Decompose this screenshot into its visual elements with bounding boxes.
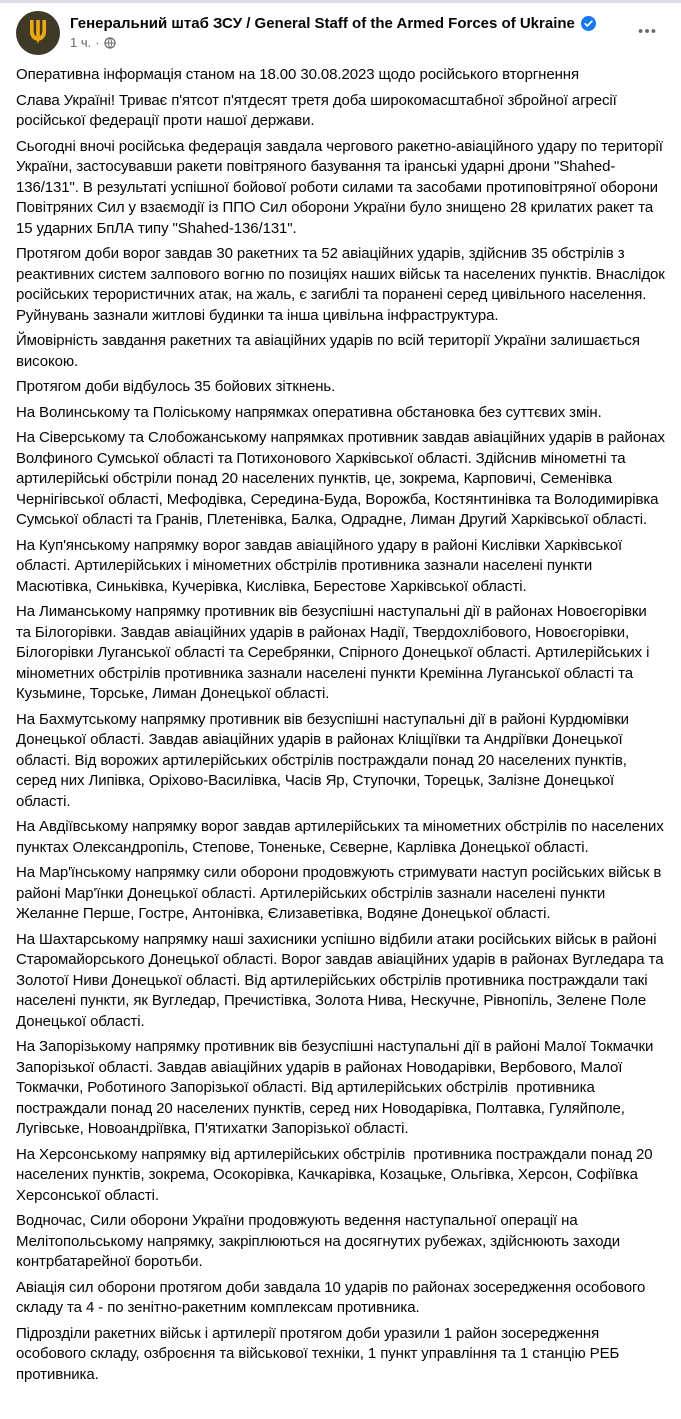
three-dots-icon bbox=[636, 20, 658, 42]
post-paragraph: На Мар'їнському напрямку сили оборони продовжують стримувати наступ російських військ в районі Мар'їнки Донецької області. Артилерійських обстрілів зазнали населені пункти Желанне Перше, Гостре, Антонівка, Єлизаветівка, Водяне Донецької області. bbox=[16, 864, 666, 922]
post-paragraph: На Запорізькому напрямку противник вів безуспішні наступальні дії в районі Малої Токмачки Запорізької області. Завдав авіаційних ударів в районах Новодарівки, Вербового, Малої Токмачки, Роботиного Запорізької області. Від артилерійських обстрілів противника постраждали понад 20 населених пунктів, серед них Новодарівка, Полтавка, Гуляйполе, Лугівське, Новоандріївка, П'ятихатки Запорізької області. bbox=[16, 1038, 658, 1137]
post-paragraph: На Лиманському напрямку противник вів безуспішні наступальні дії в районах Новоєгорівки та Білогорівки. Завдав авіаційних ударів в районах Надії, Твердохлібового, Новоєгорівки, Білогорівки Луганської області та Серебрянки, Спірного Донецької області. Артилерійських і мінометних обстрілів противника зазнали населені пункти Кремінна Луганської області та Кузьмине, Торське, Лиман Донецької області. bbox=[16, 603, 654, 702]
post-paragraph: На Волинському та Поліському напрямках оперативна обстановка без суттєвих змін. bbox=[16, 403, 602, 421]
verified-badge-icon bbox=[581, 16, 596, 31]
post-options-button[interactable] bbox=[629, 13, 665, 49]
post-paragraph: На Сіверському та Слобожанському напрямках противник завдав авіаційних ударів в районах Волфиного Сумської області та Потихонового Харківської області. Здійснив мінометні та артилерійські обстріли понад 20 населених пунктів, це, зокрема, Карповичі, Семенівка Чернігівської області, Мефодівка, Середина-Буда, Ворожба, Костянтинівка та Володимирівка Сумської області та Гранів, Плетенівка, Балка, Одрадне, Лиман Другий Харківської області. bbox=[16, 429, 669, 528]
facebook-post bbox=[0, 3, 681, 1395]
post-paragraph: Протягом доби відбулось 35 бойових зіткнень. bbox=[16, 378, 336, 395]
post-paragraph: Водночас, Сили оборони України продовжують ведення наступальної операції на Мелітопольському напрямку, закріплюються на досягнутих рубежах, здійснюють заходи контрбатарейної боротьби. bbox=[16, 1212, 625, 1270]
post-paragraph: На Куп'янському напрямку ворог завдав авіаційного удару в районі Кислівки Харківської області. Артилерійських і мінометних обстрілів противника зазнали населені пункти Масютівка, Синьківка, Кучерівка, Кислівка, Берестове Харківської області. bbox=[16, 536, 627, 595]
post-meta-row bbox=[70, 35, 629, 51]
globe-icon bbox=[104, 37, 116, 49]
post-paragraph: Оперативна інформація станом на 18.00 30.08.2023 щодо російського вторгнення bbox=[16, 66, 579, 83]
post-paragraph: Слава Україні! Триває п'ятсот п'ятдесят третя доба широкомасштабної збройної агресії російської федерації проти нашої держави. bbox=[16, 91, 621, 129]
page-avatar[interactable] bbox=[16, 11, 60, 55]
post-paragraph: Сьогодні вночі російська федерація завдала чергового ракетно-авіаційного удару по території України, застосувавши ракети повітряного базування та іранські ударні дрони "Shahed-136/131". В результаті успішної бойової роботи силами та засобами протиповітряної оборони Повітряних Сил у взаємодії із ППО Сил оборони України було знищено 28 крилатих ракет та 15 ударних БпЛА типу "Shahed-136/131". bbox=[16, 137, 667, 237]
post-paragraph: Підрозділи ракетних військ і артилерії протягом доби уразили 1 район зосередження особового складу, озброєння та військової техніки, 1 пункт управління та 1 станцію РЕБ противника. bbox=[16, 1324, 624, 1383]
post-text bbox=[0, 57, 681, 1395]
post-paragraph: Авіація сил оборони протягом доби завдала 10 ударів по районах зосередження особового складу та 4 - по зенітно-ракетним комплексам противника. bbox=[16, 1278, 650, 1316]
tryzub-icon bbox=[26, 19, 50, 47]
post-header bbox=[0, 3, 681, 57]
author-row bbox=[70, 14, 629, 33]
post-paragraph: На Авдіївському напрямку ворог завдав артилерійських та мінометних обстрілів по населених пунктах Олександропіль, Степове, Тоненьке, Сєверне, Карлівка Донецької області. bbox=[16, 818, 668, 856]
meta-separator: · bbox=[95, 35, 100, 50]
page-name-link[interactable]: Генеральний штаб ЗСУ / General Staff of the Armed Forces of Ukraine bbox=[70, 15, 575, 32]
post-paragraph: На Херсонському напрямку від артилерійських обстрілів противника постраждали понад 20 населених пунктів, зокрема, Осокорівка, Качкарівка, Козацьке, Ольгівка, Херсон, Софіївка Херсонської області. bbox=[16, 1145, 657, 1204]
post-timestamp[interactable]: 1 ч. bbox=[70, 35, 92, 50]
post-paragraph: На Бахмутському напрямку противник вів безуспішні наступальні дії в районі Курдюмівки Донецької області. Завдав авіаційних ударів в районах Кліщіївки та Андріївки Донецької області. Від ворожих артилерійських обстрілів постраждали понад 20 населених пунктів, серед них Липівка, Оріхово-Василівка, Часів Яр, Ступочки, Торецьк, Залізне Донецької області. bbox=[16, 710, 634, 810]
post-paragraph: Протягом доби ворог завдав 30 ракетних та 52 авіаційних ударів, здійснив 35 обстрілів з реактивних систем залпового вогню по позиціях наших військ та населених пунктів. Внаслідок російських терористичних атак, на жаль, є загиблі та поранені серед цивільного населення. Руйнувань зазнали житлові будинки та інша цивільна інфраструктура. bbox=[16, 245, 669, 324]
post-paragraph: Ймовірність завдання ракетних та авіаційних ударів по всій території України залишається високою. bbox=[16, 332, 644, 370]
post-paragraph: На Шахтарському напрямку наші захисники успішно відбили атаки російських військ в районі Старомайорського Донецької області. Ворог завдав авіаційних ударів в районах Вугледара та Золотої Ниви Донецької області. Від артилерійських обстрілів противника постраждали такі населені пункти, як Вугледар, Пречистівка, Золота Нива, Нескучне, Рівнопіль, Зелене Поле Донецької області. bbox=[16, 930, 668, 1030]
post-header-text bbox=[70, 11, 629, 51]
